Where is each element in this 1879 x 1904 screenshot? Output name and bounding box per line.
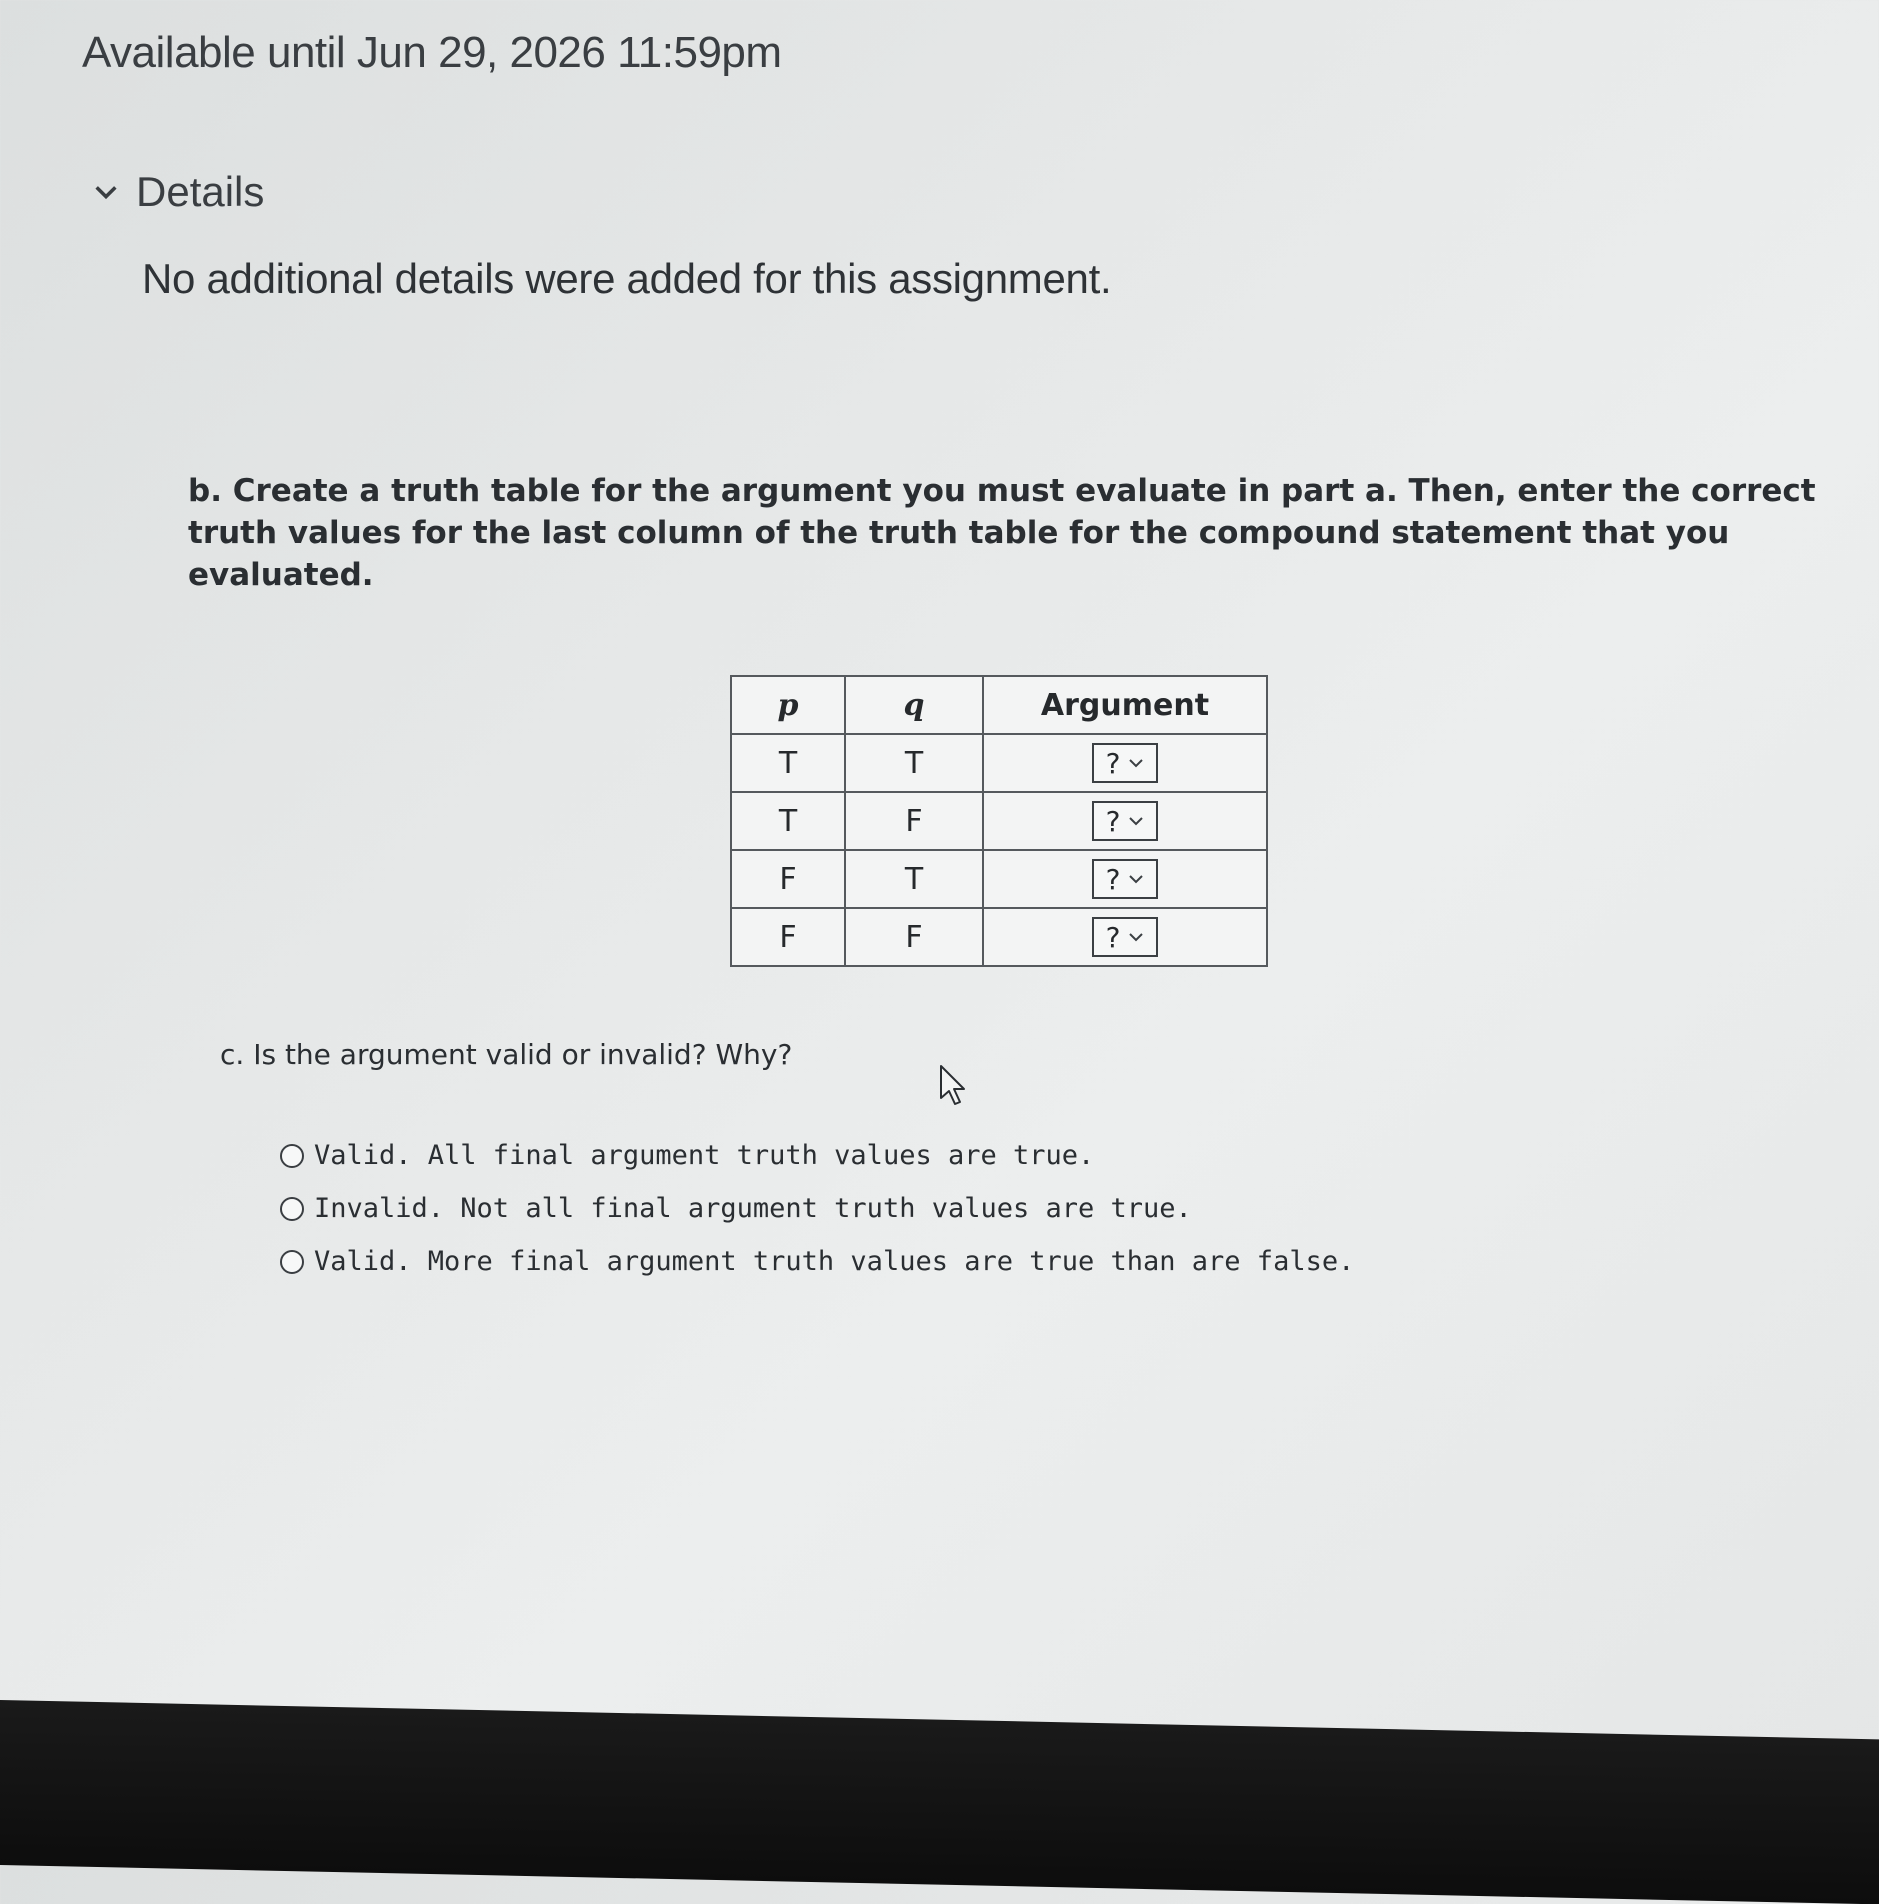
table-row — [731, 734, 1267, 792]
argument-select-row-1[interactable] — [1092, 743, 1158, 783]
select-value: ? — [1105, 746, 1121, 780]
option-valid-more-true[interactable] — [280, 1246, 1354, 1277]
select-value: ? — [1105, 920, 1121, 954]
option-invalid-not-all-true[interactable] — [280, 1193, 1354, 1224]
select-value: ? — [1105, 804, 1121, 838]
chevron-down-icon — [1128, 815, 1144, 827]
details-message: No additional details were added for this assignment. — [142, 255, 1112, 302]
select-value: ? — [1105, 862, 1121, 896]
radio-button[interactable] — [280, 1197, 304, 1221]
truth-table-header-row — [731, 676, 1267, 734]
argument-select-row-3[interactable] — [1092, 859, 1158, 899]
option-label: Valid. More final argument truth values are true than are false. — [314, 1246, 1355, 1277]
option-label: Valid. All final argument truth values are true. — [314, 1140, 1095, 1171]
truth-table — [730, 675, 1268, 967]
radio-button[interactable] — [280, 1250, 304, 1274]
cell-argument — [983, 908, 1267, 966]
header-argument: Argument — [983, 676, 1267, 734]
cell-p: T — [731, 734, 845, 792]
cell-q: F — [845, 908, 983, 966]
cell-p: F — [731, 908, 845, 966]
chevron-down-icon — [1128, 873, 1144, 885]
question-c-prompt: c. Is the argument valid or invalid? Why? — [220, 1038, 793, 1071]
option-valid-all-true[interactable] — [280, 1140, 1354, 1171]
table-row — [731, 850, 1267, 908]
monitor-bezel — [0, 1700, 1879, 1904]
validity-options — [280, 1140, 1354, 1299]
cell-q: T — [845, 734, 983, 792]
cell-p: T — [731, 792, 845, 850]
chevron-down-icon — [92, 178, 120, 206]
table-row — [731, 792, 1267, 850]
cell-p: F — [731, 850, 845, 908]
header-q: q — [845, 676, 983, 734]
chevron-down-icon — [1128, 757, 1144, 769]
mouse-cursor-icon — [938, 1064, 968, 1108]
table-row — [731, 908, 1267, 966]
chevron-down-icon — [1128, 931, 1144, 943]
details-label: Details — [136, 168, 265, 215]
argument-select-row-4[interactable] — [1092, 917, 1158, 957]
option-label: Invalid. Not all final argument truth values are true. — [314, 1193, 1192, 1224]
cell-argument — [983, 792, 1267, 850]
argument-select-row-2[interactable] — [1092, 801, 1158, 841]
cell-argument — [983, 734, 1267, 792]
radio-button[interactable] — [280, 1144, 304, 1168]
availability-text: Available until Jun 29, 2026 11:59pm — [82, 28, 782, 77]
cell-argument — [983, 850, 1267, 908]
header-p: p — [731, 676, 845, 734]
question-b-prompt: b. Create a truth table for the argument you must evaluate in part a. Then, enter the correct truth values for the last column of the truth table for the compound statement that you evaluated. — [188, 473, 1816, 593]
cell-q: T — [845, 850, 983, 908]
cell-q: F — [845, 792, 983, 850]
details-toggle[interactable] — [92, 168, 264, 216]
